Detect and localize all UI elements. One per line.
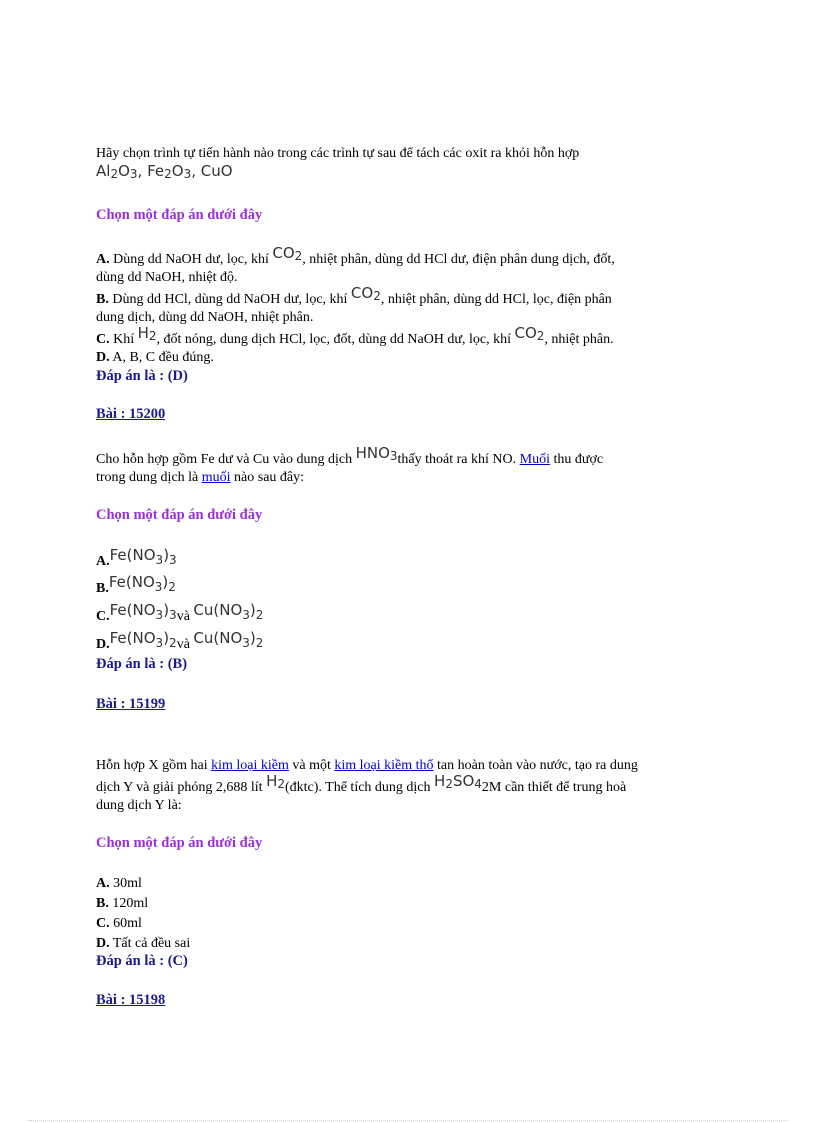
q1-option-a-cont: dùng dd NaOH, nhiệt độ. [96,270,238,285]
hno3-formula: $HNO_3$ [355,444,398,463]
q1-option-b-cont: dung dịch, dùng dd NaOH, nhiệt phân. [96,310,314,325]
q1-option-a: A. Dùng dd NaOH dư, lọc, khí $CO_2$, nhiệt phân, dùng dd HCl dư, điện phân dung dịch, đốt, [96,244,615,267]
muoi-link[interactable]: Muối [519,452,550,467]
q3-line3: dung dịch Y là: [96,798,182,813]
q2-answer: Đáp án là : (B) [96,656,188,672]
kim-loai-kiem-tho-link[interactable]: kim loại kiềm thổ [334,758,434,773]
fe-no3-2-formula: $Fe(NO_3)_2$ [108,573,176,594]
q1-option-b: B. Dùng dd HCl, dùng dd NaOH dư, lọc, khí $CO_2$, nhiệt phân, dùng dd HCl, lọc, điện phân [96,284,612,307]
q3-line1: Hỗn hợp X gồm hai kim loại kiềm và một kim loại kiềm thổ tan hoàn toàn vào nước, tạo ra dung [96,758,638,773]
muoi-link-2[interactable]: muối [201,470,231,485]
q1-option-d: D. A, B, C đều đúng. [96,350,214,365]
cu-no3-2-formula: $Cu(NO_3)_2$ [193,601,264,622]
q3-option-c: C. 60ml [96,916,142,931]
q2-option-b: $B.Fe(NO_3)_2$ [96,573,176,596]
q3-line2: dịch Y và giải phóng 2,688 lít $H_2(đktc)$. Thể tích dung dịch $H_2SO_42M$ cần thiết để trung hoà [96,772,627,795]
bai-15199-link[interactable]: Bài : 15199 [96,696,166,712]
fe-no3-3-formula: $Fe(NO_3)_3$ [109,601,177,622]
kim-loai-kiem-link[interactable]: kim loại kiềm [211,758,289,773]
q1-option-c: C. Khí $H_2$, đốt nóng, dung dịch HCl, lọc, đốt, dùng dd NaOH dư, lọc, khí $CO_2$, nhiệt phân. [96,324,614,347]
bai-15198-link[interactable]: Bài : 15198 [96,992,166,1008]
q1-formula [96,162,233,181]
q2-line1: Cho hỗn hợp gồm Fe dư và Cu vào dung dịch $HNO_3thấy$ thoát ra khí NO. Muối thu được [96,444,604,467]
q2-option-c: $C.Fe(NO_3)_3và$ $Cu(NO_3)_2$ [96,601,264,624]
q3-option-a: A. 30ml [96,876,142,891]
h2so4-formula: $H_2SO_4$ [434,772,482,791]
cu-no3-2-formula: $Cu(NO_3)_2$ [193,629,264,650]
co2-formula: $CO_2$ [350,284,381,303]
co2-formula: $CO_2$ [272,244,303,263]
page-divider [28,1120,788,1121]
q2-choose-label: Chọn một đáp án dưới đây [96,507,263,523]
q3-choose-label: Chọn một đáp án dưới đây [96,835,263,851]
q1-line1: Hãy chọn trình tự tiến hành nào trong các trình tự sau để tách các oxit ra khỏi hỗn hợp [96,146,580,161]
h2-formula: $H_2$ [137,324,157,343]
q2-option-d: $D.Fe(NO_3)_2và$ $Cu(NO_3)_2$ [96,629,264,652]
oxide-formula: $Al_2O_3$, $Fe_2O_3$, CuO [96,162,233,181]
q3-answer: Đáp án là : (C) [96,953,188,969]
q3-option-b: B. 120ml [96,896,149,911]
fe-no3-2-formula: $Fe(NO_3)_2$ [109,629,177,650]
q1-answer: Đáp án là : (D) [96,368,188,384]
q1-choose-label: Chọn một đáp án dưới đây [96,207,263,223]
q3-option-d: D. Tất cả đều sai [96,936,191,951]
q2-line2: trong dung dịch là muối nào sau đây: [96,470,305,485]
co2-formula: $CO_2$ [514,324,545,343]
h2-formula: $H_2$ [266,772,285,791]
q2-option-a: $A.Fe(NO_3)_3$ [96,546,177,569]
fe-no3-3-formula: $Fe(NO_3)_3$ [109,546,177,567]
bai-15200-link[interactable]: Bài : 15200 [96,406,166,422]
